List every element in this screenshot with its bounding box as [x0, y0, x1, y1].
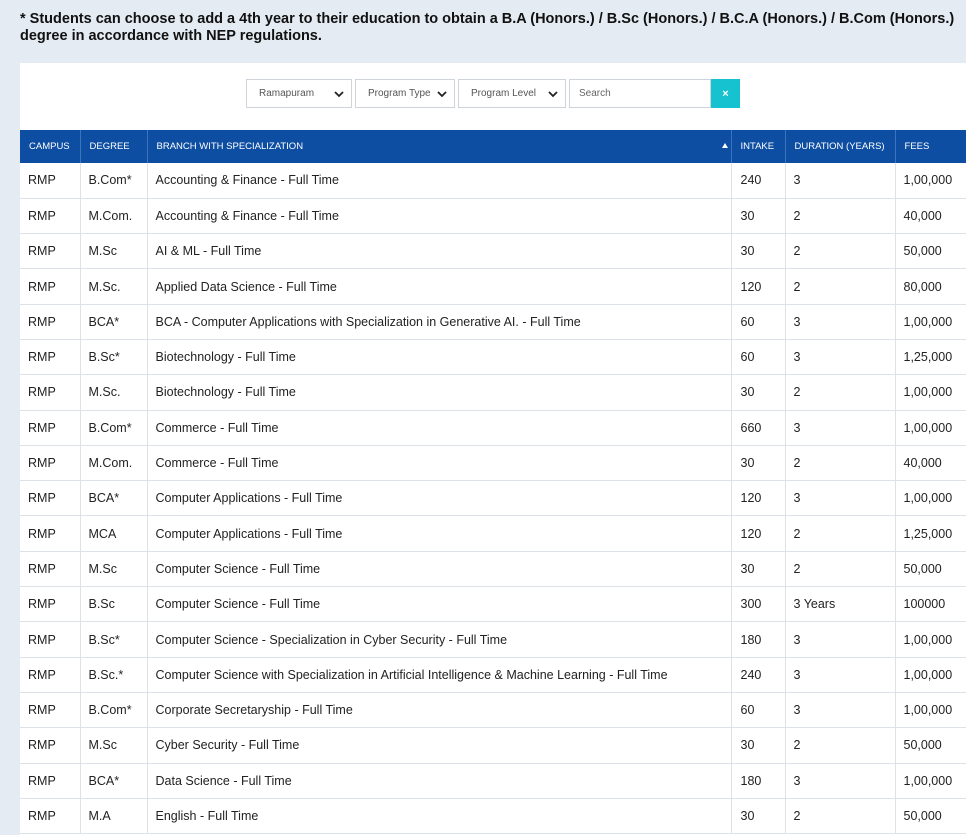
cell-fees: 100000	[895, 587, 966, 622]
cell-intake: 30	[731, 728, 785, 763]
cell-branch: Computer Science - Full Time	[147, 587, 731, 622]
cell-duration: 2	[785, 551, 895, 586]
cell-campus: RMP	[20, 516, 80, 551]
cell-duration: 2	[785, 198, 895, 233]
column-header-duration[interactable]: DURATION (YEARS)	[785, 130, 895, 163]
cell-branch: Applied Data Science - Full Time	[147, 269, 731, 304]
cell-duration: 3	[785, 657, 895, 692]
table-row	[20, 375, 966, 410]
search-input[interactable]	[569, 79, 711, 108]
cell-campus: RMP	[20, 728, 80, 763]
table-row	[20, 481, 966, 516]
cell-degree: B.Sc	[80, 587, 147, 622]
cell-campus: RMP	[20, 657, 80, 692]
cell-campus: RMP	[20, 622, 80, 657]
cell-degree: M.Sc.	[80, 375, 147, 410]
cell-duration: 3	[785, 481, 895, 516]
cell-fees: 1,00,000	[895, 410, 966, 445]
cell-degree: BCA*	[80, 481, 147, 516]
cell-branch: Computer Applications - Full Time	[147, 516, 731, 551]
cell-degree: M.Sc	[80, 551, 147, 586]
cell-degree: B.Com*	[80, 410, 147, 445]
cell-campus: RMP	[20, 798, 80, 833]
cell-degree: B.Com*	[80, 163, 147, 198]
cell-fees: 1,25,000	[895, 516, 966, 551]
cell-degree: B.Sc*	[80, 339, 147, 374]
cell-fees: 80,000	[895, 269, 966, 304]
chevron-down-icon	[333, 88, 345, 100]
cell-branch: Commerce - Full Time	[147, 410, 731, 445]
cell-degree: B.Com*	[80, 692, 147, 727]
cell-fees: 50,000	[895, 728, 966, 763]
cell-duration: 2	[785, 234, 895, 269]
cell-degree: M.Sc	[80, 234, 147, 269]
table-row	[20, 657, 966, 692]
cell-branch: Biotechnology - Full Time	[147, 339, 731, 374]
table-row	[20, 763, 966, 798]
cell-duration: 2	[785, 375, 895, 410]
table-row	[20, 410, 966, 445]
cell-campus: RMP	[20, 587, 80, 622]
table-row	[20, 516, 966, 551]
cell-intake: 120	[731, 516, 785, 551]
column-header-fees[interactable]: FEES	[904, 141, 930, 152]
table-row	[20, 445, 966, 480]
table-row	[20, 304, 966, 339]
cell-degree: B.Sc.*	[80, 657, 147, 692]
cell-duration: 3	[785, 622, 895, 657]
clear-filters-button[interactable]: ×	[711, 79, 740, 108]
cell-campus: RMP	[20, 304, 80, 339]
column-header-intake[interactable]: INTAKE	[731, 130, 785, 163]
cell-campus: RMP	[20, 410, 80, 445]
chevron-down-icon	[436, 88, 448, 100]
cell-fees: 1,00,000	[895, 163, 966, 198]
cell-degree: B.Sc*	[80, 622, 147, 657]
cell-branch: Cyber Security - Full Time	[147, 728, 731, 763]
cell-duration: 2	[785, 516, 895, 551]
table-row	[20, 587, 966, 622]
cell-duration: 3	[785, 763, 895, 798]
cell-intake: 30	[731, 798, 785, 833]
cell-degree: M.Com.	[80, 445, 147, 480]
cell-degree: M.Sc.	[80, 269, 147, 304]
table-row	[20, 198, 966, 233]
cell-intake: 30	[731, 551, 785, 586]
filter-bar	[20, 63, 966, 130]
cell-campus: RMP	[20, 163, 80, 198]
table-row	[20, 622, 966, 657]
cell-duration: 3	[785, 410, 895, 445]
campus-select[interactable]	[246, 79, 352, 108]
program-level-select[interactable]	[458, 79, 566, 108]
cell-branch: Data Science - Full Time	[147, 763, 731, 798]
cell-intake: 30	[731, 375, 785, 410]
cell-campus: RMP	[20, 445, 80, 480]
cell-degree: BCA*	[80, 763, 147, 798]
cell-branch: Commerce - Full Time	[147, 445, 731, 480]
cell-branch: Computer Science - Full Time	[147, 551, 731, 586]
cell-duration: 3	[785, 163, 895, 198]
table-row	[20, 234, 966, 269]
cell-branch: AI & ML - Full Time	[147, 234, 731, 269]
cell-degree: M.A	[80, 798, 147, 833]
campus-select-value: Ramapuram	[259, 88, 315, 99]
program-type-select-value: Program Type	[368, 88, 431, 99]
table-row	[20, 798, 966, 833]
cell-campus: RMP	[20, 269, 80, 304]
cell-branch: Accounting & Finance - Full Time	[147, 163, 731, 198]
cell-fees: 1,00,000	[895, 657, 966, 692]
cell-campus: RMP	[20, 375, 80, 410]
cell-fees: 1,00,000	[895, 481, 966, 516]
cell-intake: 30	[731, 198, 785, 233]
cell-intake: 180	[731, 763, 785, 798]
cell-duration: 3	[785, 304, 895, 339]
table-row	[20, 269, 966, 304]
cell-campus: RMP	[20, 763, 80, 798]
cell-branch: Computer Applications - Full Time	[147, 481, 731, 516]
column-header-campus[interactable]: CAMPUS	[20, 130, 80, 163]
column-header-branch-label: BRANCH WITH SPECIALIZATION	[156, 141, 304, 152]
cell-fees: 1,00,000	[895, 692, 966, 727]
sort-ascending-icon	[722, 143, 728, 148]
cell-campus: RMP	[20, 234, 80, 269]
cell-degree: MCA	[80, 516, 147, 551]
cell-campus: RMP	[20, 339, 80, 374]
cell-branch: Corporate Secretaryship - Full Time	[147, 692, 731, 727]
cell-fees: 40,000	[895, 445, 966, 480]
cell-intake: 30	[731, 445, 785, 480]
cell-degree: M.Com.	[80, 198, 147, 233]
table-row	[20, 728, 966, 763]
cell-duration: 3 Years	[785, 587, 895, 622]
cell-degree: M.Sc	[80, 728, 147, 763]
cell-branch: Computer Science with Specialization in Artificial Intelligence & Machine Learning - Full Time	[147, 657, 731, 692]
program-type-select[interactable]	[355, 79, 455, 108]
chevron-down-icon	[547, 88, 559, 100]
cell-fees: 50,000	[895, 551, 966, 586]
cell-fees: 1,00,000	[895, 763, 966, 798]
cell-intake: 120	[731, 269, 785, 304]
table-row	[20, 692, 966, 727]
cell-intake: 60	[731, 692, 785, 727]
cell-duration: 2	[785, 728, 895, 763]
cell-duration: 2	[785, 269, 895, 304]
cell-fees: 1,00,000	[895, 375, 966, 410]
table-header-row	[20, 130, 966, 163]
column-header-degree[interactable]: DEGREE	[80, 130, 147, 163]
cell-intake: 60	[731, 339, 785, 374]
cell-intake: 30	[731, 234, 785, 269]
cell-fees: 40,000	[895, 198, 966, 233]
programs-card	[20, 63, 966, 835]
cell-campus: RMP	[20, 198, 80, 233]
cell-duration: 2	[785, 445, 895, 480]
cell-degree: BCA*	[80, 304, 147, 339]
cell-branch: Accounting & Finance - Full Time	[147, 198, 731, 233]
programs-table	[20, 130, 966, 834]
cell-intake: 120	[731, 481, 785, 516]
cell-intake: 240	[731, 163, 785, 198]
cell-branch: Biotechnology - Full Time	[147, 375, 731, 410]
cell-intake: 60	[731, 304, 785, 339]
column-header-branch[interactable]	[147, 130, 731, 163]
cell-campus: RMP	[20, 551, 80, 586]
cell-campus: RMP	[20, 481, 80, 516]
cell-intake: 240	[731, 657, 785, 692]
cell-fees: 1,00,000	[895, 304, 966, 339]
table-body	[20, 163, 966, 834]
nep-notice: * Students can choose to add a 4th year to their education to obtain a B.A (Honors.) / B.Sc (Honors.) / B.C.A (Honors.) / B.Com (Honors.) degree in accordance with NEP regulations.	[20, 11, 955, 44]
table-row	[20, 163, 966, 198]
table-row	[20, 551, 966, 586]
cell-fees: 50,000	[895, 798, 966, 833]
cell-branch: English - Full Time	[147, 798, 731, 833]
cell-intake: 660	[731, 410, 785, 445]
cell-fees: 50,000	[895, 234, 966, 269]
cell-duration: 3	[785, 339, 895, 374]
cell-fees: 1,00,000	[895, 622, 966, 657]
cell-duration: 2	[785, 798, 895, 833]
cell-intake: 180	[731, 622, 785, 657]
cell-intake: 300	[731, 587, 785, 622]
cell-campus: RMP	[20, 692, 80, 727]
cell-duration: 3	[785, 692, 895, 727]
cell-branch: Computer Science - Specialization in Cyber Security - Full Time	[147, 622, 731, 657]
cell-branch: BCA - Computer Applications with Specialization in Generative AI. - Full Time	[147, 304, 731, 339]
program-level-select-value: Program Level	[471, 88, 537, 99]
table-row	[20, 339, 966, 374]
cell-fees: 1,25,000	[895, 339, 966, 374]
